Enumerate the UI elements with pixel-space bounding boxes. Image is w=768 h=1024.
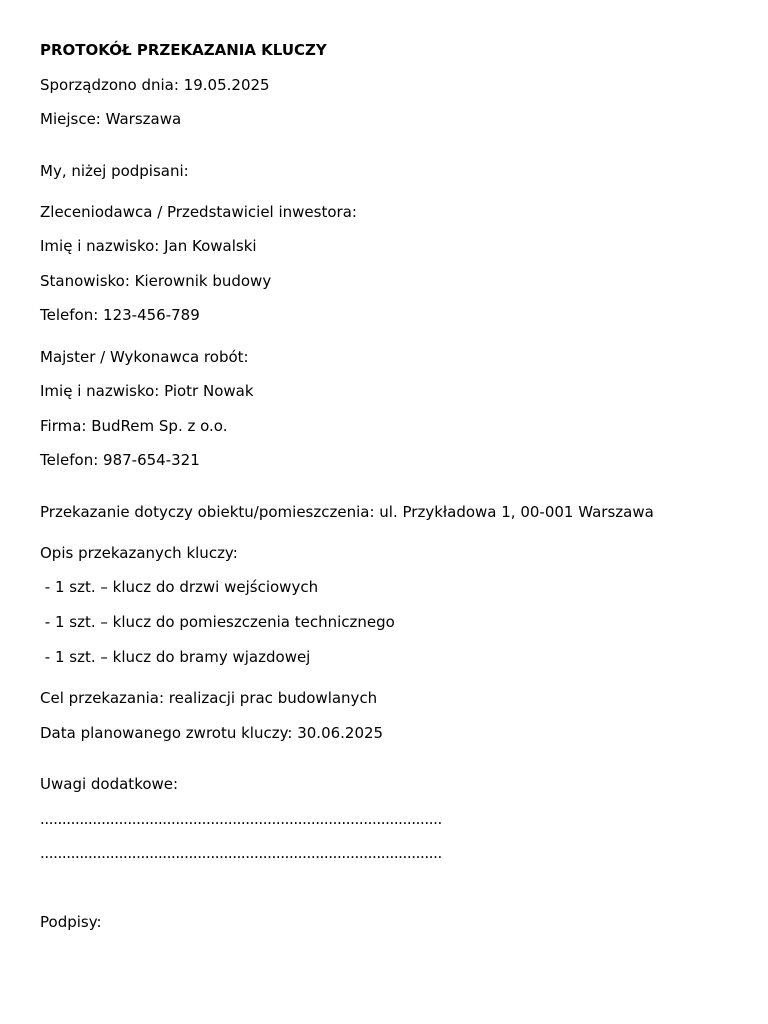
client-name: Imię i nazwisko: Jan Kowalski (40, 237, 257, 255)
date-line: Sporządzono dnia: 19.05.2025 (40, 76, 270, 94)
place-line: Miejsce: Warszawa (40, 110, 182, 128)
key-item: - 1 szt. – klucz do drzwi wejściowych (40, 578, 319, 596)
key-item: - 1 szt. – klucz do bramy wjazdowej (40, 648, 311, 666)
contractor-name: Imię i nazwisko: Piotr Nowak (40, 382, 254, 400)
contractor-heading: Majster / Wykonawca robót: (40, 348, 249, 366)
key-item: - 1 szt. – klucz do pomieszczenia technicznego (40, 613, 395, 631)
notes-dotted-line: ............................................................................................ (40, 844, 442, 862)
purpose-line: Cel przekazania: realizacji prac budowlanych (40, 689, 378, 707)
contractor-company: Firma: BudRem Sp. z o.o. (40, 417, 228, 435)
keys-heading: Opis przekazanych kluczy: (40, 544, 238, 562)
object-line: Przekazanie dotyczy obiektu/pomieszczenia: ul. Przykładowa 1, 00-001 Warszawa (40, 503, 654, 521)
return-date-line: Data planowanego zwrotu kluczy: 30.06.2025 (40, 724, 384, 742)
signatures-heading: Podpisy: (40, 913, 102, 931)
client-heading: Zleceniodawca / Przedstawiciel inwestora: (40, 203, 357, 221)
intro-line: My, niżej podpisani: (40, 162, 189, 180)
notes-heading: Uwagi dodatkowe: (40, 775, 179, 793)
notes-dotted-line: ............................................................................................ (40, 810, 442, 828)
client-position: Stanowisko: Kierownik budowy (40, 272, 272, 290)
document-title: PROTOKÓŁ PRZEKAZANIA KLUCZY (40, 41, 327, 59)
contractor-phone: Telefon: 987-654-321 (40, 451, 200, 469)
client-phone: Telefon: 123-456-789 (40, 306, 200, 324)
